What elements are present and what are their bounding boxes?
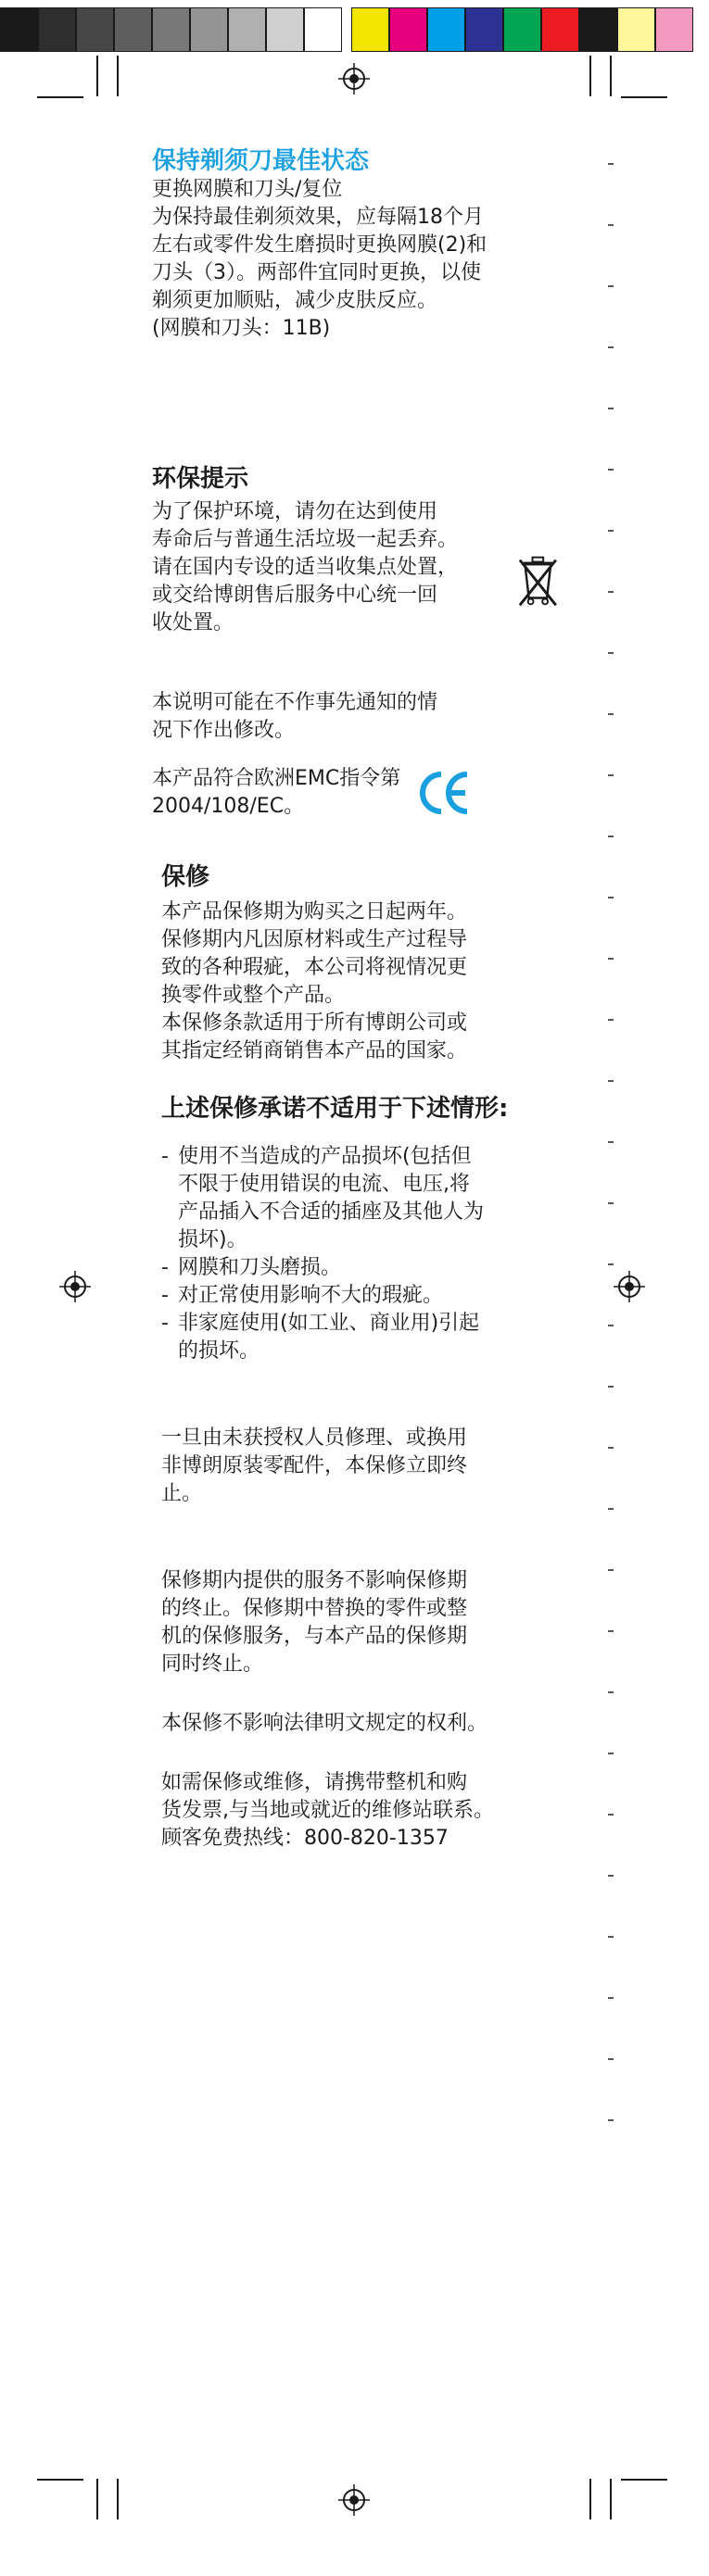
warranty-title: 保修 (161, 863, 210, 891)
calibration-swatch (266, 7, 304, 52)
calibration-swatch (304, 7, 342, 52)
warranty-section (161, 861, 560, 1065)
fold-tick (608, 1325, 614, 1326)
fold-tick (608, 2058, 614, 2060)
fold-tick (608, 1202, 614, 1204)
fold-tick (608, 836, 614, 837)
fold-tick (608, 713, 614, 715)
fold-tick (608, 346, 614, 348)
environment-section (152, 463, 560, 637)
calibration-swatch (427, 7, 465, 52)
calibration-swatch (351, 7, 389, 52)
calibration-swatch (114, 7, 152, 52)
crop-mark (610, 2479, 612, 2519)
exclusion-text: 使用不当造成的产品损坏(包括但 不限于使用错误的电流、电压,将 产品插入不合适的插座及其他人为 损坏)。 (178, 1145, 485, 1251)
crop-mark (117, 2479, 119, 2519)
exclusion-text: 网膜和刀头磨损。 (178, 1256, 342, 1279)
change-notice: 本说明可能在不作事先通知的情 况下作出修改。 (152, 691, 438, 742)
exclusion-text: 非家庭使用(如工业、商业用)引起 的损坏。 (178, 1312, 480, 1363)
list-item: - 对正常使用影响不大的瑕疵。 (161, 1282, 560, 1310)
registration-mark-icon (338, 63, 370, 94)
fold-tick (608, 897, 614, 898)
registration-mark-icon (614, 1271, 645, 1302)
fold-tick (608, 1263, 614, 1265)
contact-info: 如需保修或维修，请携带整机和购 货发票,与当地或就近的维修站联系。 顾客免费热线：800-820-1357 (161, 1771, 494, 1850)
list-item: - 非家庭使用(如工业、商业用)引起 的损坏。 (161, 1310, 560, 1365)
service-period-note: 保修期内提供的服务不影响保修期 的终止。保修期中替换的零件或整 机的保修服务，与本产品的保修期 同时终止。 (161, 1569, 468, 1676)
emc-compliance: 本产品符合欧洲EMC指令第 2004/108/EC。 (152, 767, 401, 818)
fold-tick (608, 1508, 614, 1510)
care-body: 为保持最佳剃须效果，应每隔18个月 左右或零件发生磨损时更换网膜(2)和 刀头（3）。两部件宜同时更换，以使 剃须更加顺贴，减少皮肤反应。 (152, 206, 487, 312)
calibration-swatch (190, 7, 228, 52)
calibration-swatch (465, 7, 503, 52)
crop-mark (621, 2479, 667, 2481)
fold-tick (608, 1691, 614, 1693)
ce-mark-icon (413, 767, 473, 819)
calibration-swatch (541, 7, 579, 52)
fold-tick (608, 163, 614, 165)
calibration-swatch (228, 7, 266, 52)
fold-tick (608, 408, 614, 409)
care-section (152, 146, 560, 343)
fold-tick (608, 1569, 614, 1571)
crop-mark (37, 2479, 83, 2481)
crop-mark (589, 56, 591, 96)
fold-tick (608, 1814, 614, 1816)
fold-tick (608, 1386, 614, 1388)
list-item: - 使用不当造成的产品损坏(包括但 不限于使用错误的电流、电压,将 产品插入不合适的插座及其他人为 损坏)。 (161, 1143, 560, 1254)
exclusions-list (161, 1143, 560, 1365)
calibration-swatch (0, 7, 38, 52)
calibration-swatch (579, 7, 617, 52)
care-parts: (网膜和刀头：11B) (152, 317, 331, 340)
fold-tick (608, 652, 614, 654)
crop-mark (96, 2479, 98, 2519)
unauthorized-repair-note: 一旦由未获授权人员修理、或换用 非博朗原装零配件，本保修立即终 止。 (161, 1426, 468, 1505)
fold-tick (608, 1997, 614, 1999)
calibration-swatch (38, 7, 76, 52)
legal-rights-note: 本保修不影响法律明文规定的权利。 (161, 1712, 488, 1735)
fold-tick (608, 285, 614, 287)
fold-tick (608, 591, 614, 593)
crop-mark (610, 56, 612, 96)
calibration-swatch (152, 7, 190, 52)
calibration-swatch (76, 7, 114, 52)
crossed-out-bin-icon (516, 552, 560, 609)
fold-tick (608, 1875, 614, 1877)
calibration-swatch (389, 7, 427, 52)
emc-row (152, 765, 560, 821)
fold-tick (608, 1936, 614, 1938)
calibration-swatch (617, 7, 655, 52)
registration-mark-icon (338, 2484, 370, 2516)
fold-tick (608, 2119, 614, 2121)
fold-tick (608, 1141, 614, 1143)
crop-mark (96, 56, 98, 96)
fold-tick (608, 1447, 614, 1449)
warranty-body: 本产品保修期为购买之日起两年。 保修期内凡因原材料或生产过程导 致的各种瑕疵，本公司将视情况更 换零件或整个产品。 本保修条款适用于所有博朗公司或 其指定经销商销售本产品的国家。 (161, 900, 468, 1062)
calibration-swatch (655, 7, 693, 52)
document-content (152, 146, 560, 1853)
fold-tick (608, 1080, 614, 1082)
fold-tick (608, 958, 614, 960)
list-item: - 网膜和刀头磨损。 (161, 1254, 560, 1282)
fold-tick (608, 224, 614, 226)
registration-mark-icon (59, 1271, 91, 1302)
crop-mark (621, 96, 667, 98)
fold-tick (608, 530, 614, 532)
fold-tick (608, 1019, 614, 1021)
fold-tick (608, 469, 614, 471)
exclusions-title: 上述保修承诺不适用于下述情形: (161, 1095, 509, 1123)
care-title: 保持剃须刀最佳状态 (152, 147, 370, 175)
environment-body: 为了保护环境，请勿在达到使用 寿命后与普通生活垃圾一起丢弃。 请在国内专设的适当收集点处置， 或交给博朗售后服务中心统一回 收处置。 (152, 500, 459, 635)
fold-tick (608, 774, 614, 776)
fold-tick (608, 1753, 614, 1754)
crop-mark (589, 2479, 591, 2519)
exclusion-text: 对正常使用影响不大的瑕疵。 (178, 1284, 444, 1307)
calibration-swatch (503, 7, 541, 52)
crop-mark (37, 96, 83, 98)
environment-title: 环保提示 (152, 465, 249, 493)
fold-tick (608, 1630, 614, 1632)
care-subtitle: 更换网膜和刀头/复位 (152, 178, 343, 201)
crop-mark (117, 56, 119, 96)
